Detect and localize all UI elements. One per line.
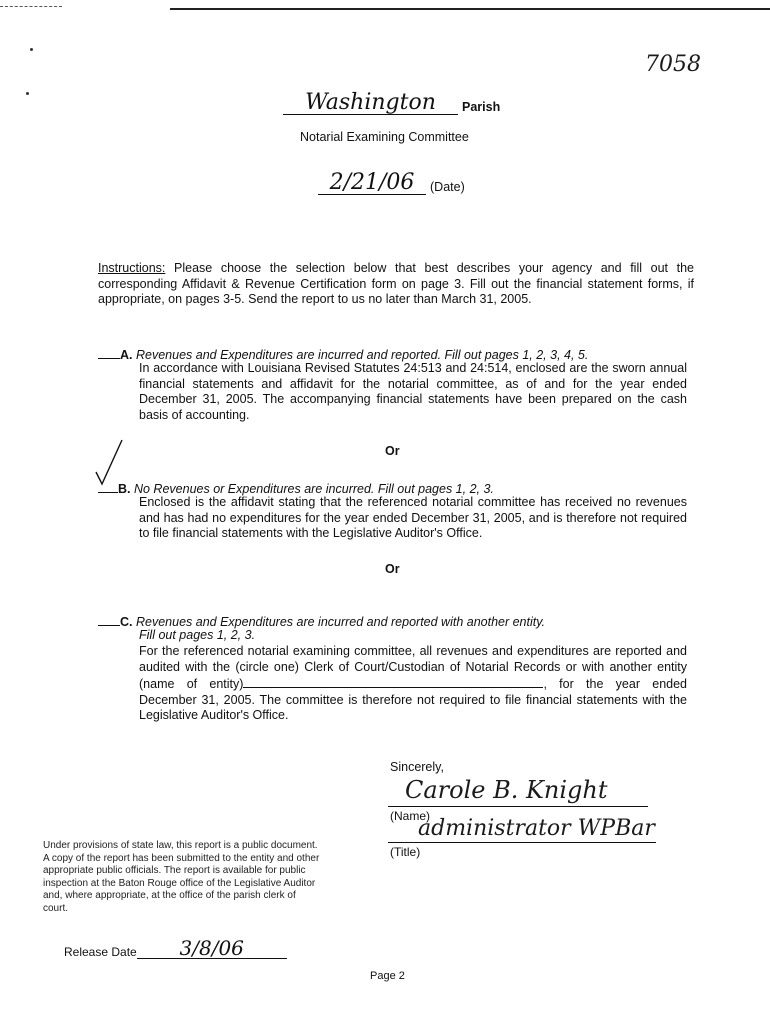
title-handwritten: administrator WPBar bbox=[418, 816, 655, 841]
date-handwritten: 2/21/06 bbox=[329, 170, 415, 195]
option-c-body-part-2: , for the year ended December 31, 2005. The committee is therefore not required to file financial statements with the Legislative Auditor's Office. bbox=[139, 677, 688, 722]
entity-name-blank bbox=[243, 675, 543, 688]
instructions-lead: Instructions: bbox=[98, 261, 166, 275]
instructions bbox=[98, 261, 694, 308]
top-scan-rule-left bbox=[0, 6, 62, 7]
option-b-letter: B. bbox=[118, 482, 131, 496]
option-c-body-part-1: For the referenced notarial examining committee, all revenues and expenditures are reported and audited with the (circle one) Clerk of Court/Custodian of Notarial Records or with another entity (name of entity) bbox=[139, 644, 687, 691]
option-a-heading: Revenues and Expenditures are incurred and reported. Fill out pages 1, 2, 3, 4, 5. bbox=[135, 348, 589, 362]
option-a-body: In accordance with Louisiana Revised Statutes 24:513 and 24:514, enclosed are the sworn annual financial statements and affidavit for the notarial committee, as of and for the year ended December 31, 2005. The accompanying financial statements have been prepared on the cash basis of accounting. bbox=[139, 361, 687, 422]
top-scan-rule bbox=[170, 8, 770, 10]
option-c-blank bbox=[98, 613, 120, 626]
option-a-heading-row bbox=[98, 346, 588, 362]
option-c-body bbox=[139, 644, 687, 724]
option-a-blank bbox=[98, 346, 120, 359]
parish-name-handwritten: Washington bbox=[305, 90, 436, 115]
public-document-notice: Under provisions of state law, this report is a public document. A copy of the report has been submitted to the entity and other appropriate public officials. The report is available for public inspection at the Baton Rouge office of the Legislative Auditor and, where appropriate, at the office of the parish clerk of court. bbox=[43, 840, 320, 914]
date-label: (Date) bbox=[430, 180, 465, 194]
option-b-heading-row bbox=[98, 480, 494, 496]
or-separator: Or bbox=[385, 562, 400, 576]
name-line bbox=[388, 806, 648, 807]
name-label: (Name) bbox=[390, 809, 431, 823]
option-c-subheading: Fill out pages 1, 2, 3. bbox=[139, 628, 256, 642]
option-c-heading: Revenues and Expenditures are incurred and reported with another entity. bbox=[135, 615, 546, 629]
option-b-body: Enclosed is the affidavit stating that the referenced notarial committee has received no revenues and has had no expenditures for the year ended December 31, 2005, and is therefore not required to file financial statements with the Legislative Auditor's Office. bbox=[139, 495, 687, 540]
release-date-handwritten: 3/8/06 bbox=[137, 938, 287, 959]
scan-speck bbox=[26, 92, 29, 95]
option-c-heading-row bbox=[98, 613, 545, 629]
document-number: 7058 bbox=[645, 52, 701, 77]
instructions-text: Please choose the selection below that best describes your agency and fill out the corresponding Affidavit & Revenue Certification form on page 3. Fill out the financial statement forms, if appropriate, on pages 3-5. Send the report to us no later than March 31, 2005. bbox=[98, 261, 694, 306]
scan-speck bbox=[30, 48, 33, 51]
option-b-blank bbox=[98, 480, 118, 493]
release-date-label: Release Date bbox=[64, 945, 137, 959]
page-number: Page 2 bbox=[370, 970, 405, 982]
date-line bbox=[318, 172, 465, 195]
option-b-heading: No Revenues or Expenditures are incurred. Fill out pages 1, 2, 3. bbox=[133, 482, 494, 496]
option-c-letter: C. bbox=[120, 615, 133, 629]
release-date-row bbox=[64, 938, 287, 959]
title-label: (Title) bbox=[390, 845, 421, 859]
or-separator: Or bbox=[385, 444, 400, 458]
title-line bbox=[388, 842, 656, 843]
parish-line bbox=[283, 92, 500, 115]
name-signature-handwritten: Carole B. Knight bbox=[405, 776, 608, 804]
option-a-letter: A. bbox=[120, 348, 133, 362]
parish-label: Parish bbox=[462, 100, 501, 114]
committee-label: Notarial Examining Committee bbox=[300, 130, 469, 144]
sincerely-label: Sincerely, bbox=[390, 760, 444, 774]
